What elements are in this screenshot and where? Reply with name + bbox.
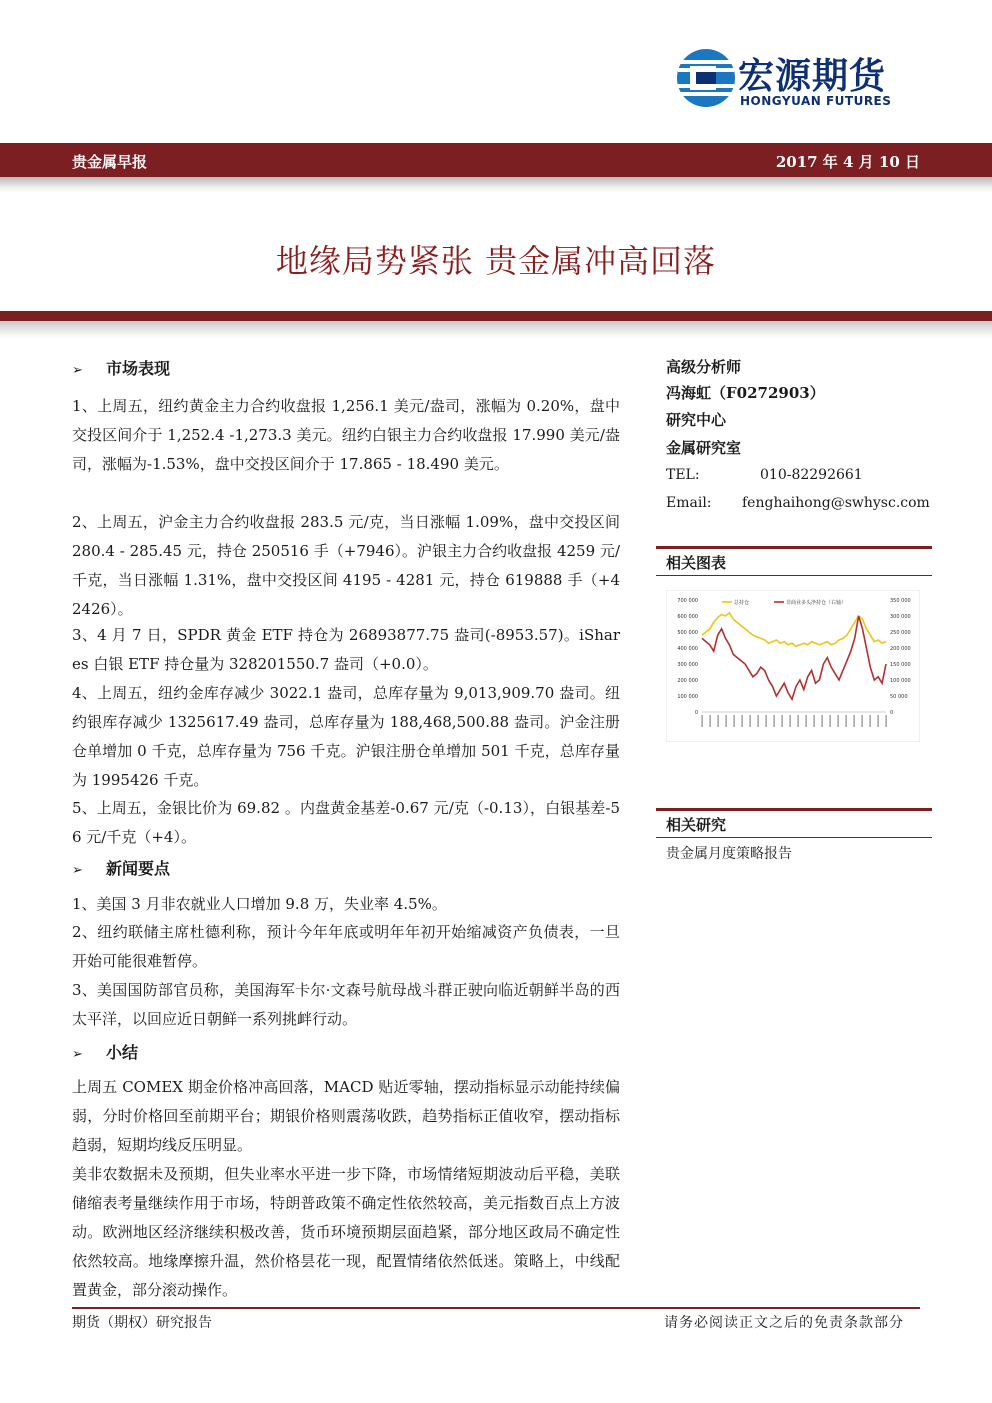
x-tick-label-mark bbox=[806, 715, 807, 727]
hongyuan-logo-icon bbox=[676, 46, 736, 110]
news-paragraph: 3、美国国防部官员称，美国海军卡尔·文森号航母战斗群正驶向临近朝鲜半岛的西太平洋，以回应近日朝鲜一系列挑衅行动。 bbox=[72, 981, 620, 1028]
related-research-item[interactable]: 贵金属月度策略报告 bbox=[666, 846, 792, 862]
y-tick-right-label: 300 000 bbox=[890, 614, 911, 620]
y-tick-right-label: 50 000 bbox=[890, 694, 908, 700]
y-tick-left-label: 500 000 bbox=[677, 630, 698, 636]
analyst-role: 高级分析师 bbox=[666, 358, 742, 376]
summary-paragraph: 上周五 COMEX 期金价格冲高回落，MACD 贴近零轴，摆动指标显示动能持续偏弱，分时价格回至前期平台；期银价格则震荡收跌，趋势指标正值收窄，摆动指标趋弱，短期均线反压明显。 bbox=[72, 1078, 620, 1154]
x-tick-label-mark bbox=[790, 715, 791, 727]
x-tick-label-mark bbox=[718, 715, 719, 727]
section-heading-news: ➢ 新闻要点 bbox=[72, 859, 171, 878]
y-tick-right-label: 100 000 bbox=[890, 678, 911, 684]
report-date: 2017 年 4 月 10 日 bbox=[775, 153, 920, 171]
email-link[interactable]: fenghaihong@swhysc.com bbox=[742, 495, 930, 511]
x-tick-label-mark bbox=[838, 715, 839, 727]
footer-disclaimer-note: 请务必阅读正文之后的免责条款部分 bbox=[664, 1315, 904, 1331]
related-research-header: 相关研究 bbox=[656, 808, 932, 838]
header-shadow bbox=[0, 177, 992, 193]
x-tick-label-mark bbox=[750, 715, 751, 727]
report-title: 地缘局势紧张 贵金属冲高回落 bbox=[275, 242, 717, 280]
x-tick-label-mark bbox=[758, 715, 759, 727]
footer-divider bbox=[72, 1307, 920, 1309]
company-logo bbox=[676, 46, 936, 110]
x-tick-label-mark bbox=[734, 715, 735, 727]
x-tick-label-mark bbox=[870, 715, 871, 727]
y-tick-right-label: 200 000 bbox=[890, 646, 911, 652]
y-tick-left-label: 300 000 bbox=[677, 662, 698, 668]
x-tick-label-mark bbox=[726, 715, 727, 727]
y-tick-right-label: 0 bbox=[890, 710, 894, 716]
market-paragraph: 4、上周五，纽约金库存减少 3022.1 盎司，总库存量为 9,013,909.70 盎司。纽约银库存减少 1325617.49 盎司，总库存量为 188,468,500.88 盎司。沪金注册仓单增加 0 千克，总库存量为 756 千克。沪银注册仓单增加 501 千克，总库存量为 1995426 千克。 bbox=[72, 684, 620, 789]
bullet-arrow-icon: ➢ bbox=[72, 363, 83, 378]
x-tick-label-mark bbox=[830, 715, 831, 727]
market-paragraph: 3、4 月 7 日，SPDR 黄金 ETF 持仓为 26893877.75 盎司(-8953.57)。iShares 白银 ETF 持仓量为 328201550.7 盎司（+0.0）。 bbox=[72, 626, 620, 673]
x-tick-label-mark bbox=[742, 715, 743, 727]
title-divider bbox=[0, 311, 992, 321]
y-tick-right-label: 250 000 bbox=[890, 630, 911, 636]
report-header-bar bbox=[0, 143, 992, 177]
market-paragraph: 2、上周五，沪金主力合约收盘报 283.5 元/克，当日涨幅 1.09%，盘中交投区间 280.4 - 285.45 元，持仓 250516 手（+7946）。沪银主力合约收盘报 4259 元/千克，当日涨幅 1.31%，盘中交投区间 4195 - 4281 元，持仓 619888 手（+42426）。 bbox=[72, 513, 620, 618]
title-divider-shadow bbox=[0, 321, 992, 339]
y-tick-left-label: 700 000 bbox=[677, 598, 698, 604]
x-tick-label-mark bbox=[774, 715, 775, 727]
brand-name-en: HONGYUAN FUTURES bbox=[740, 94, 892, 108]
metals-office: 金属研究室 bbox=[666, 439, 742, 457]
y-tick-left-label: 100 000 bbox=[677, 694, 698, 700]
x-tick-label-mark bbox=[814, 715, 815, 727]
bullet-arrow-icon: ➢ bbox=[72, 1047, 83, 1062]
tel-value: 010-82292661 bbox=[760, 467, 863, 483]
news-paragraph: 1、美国 3 月非农就业人口增加 9.8 万，失业率 4.5%。 bbox=[72, 895, 447, 913]
analyst-name: 冯海虹（F0272903） bbox=[666, 384, 825, 402]
related-charts-header: 相关图表 bbox=[656, 546, 932, 576]
x-tick-label-mark bbox=[822, 715, 823, 727]
section-heading-summary: ➢ 小结 bbox=[72, 1043, 139, 1062]
y-tick-right-label: 150 000 bbox=[890, 662, 911, 668]
x-tick-label-mark bbox=[878, 715, 879, 727]
x-tick-label-mark bbox=[710, 715, 711, 727]
x-tick-label-mark bbox=[846, 715, 847, 727]
y-tick-left-label: 400 000 bbox=[677, 646, 698, 652]
report-type: 贵金属早报 bbox=[72, 153, 148, 171]
x-tick-label-mark bbox=[766, 715, 767, 727]
x-tick-label-mark bbox=[782, 715, 783, 727]
market-paragraph: 1、上周五，纽约黄金主力合约收盘报 1,256.1 美元/盎司，涨幅为 0.20%，盘中交投区间介于 1,252.4 -1,273.3 美元。纽约白银主力合约收盘报 17.990 美元/盎司，涨幅为-1.53%，盘中交投区间介于 17.865 - 18.490 美元。 bbox=[72, 397, 620, 473]
x-tick-label-mark bbox=[886, 715, 887, 727]
summary-paragraph: 美非农数据未及预期，但失业率水平进一步下降，市场情绪短期波动后平稳，美联储缩表考量继续作用于市场，特朗普政策不确定性依然较高，美元指数百点上方波动。欧洲地区经济继续积极改善，货币环境预期层面趋紧，部分地区政局不确定性依然较高。地缘摩擦升温，然价格昙花一现，配置情绪依然低迷。策略上，中线配置黄金，部分滚动操作。 bbox=[72, 1165, 620, 1299]
y-tick-left-label: 200 000 bbox=[677, 678, 698, 684]
news-paragraph: 2、纽约联储主席杜德利称，预计今年年底或明年年初开始缩减资产负债表，一旦开始可能很难暂停。 bbox=[72, 923, 620, 970]
market-paragraph: 5、上周五，金银比价为 69.82 。内盘黄金基差-0.67 元/克（-0.13），白银基差-56 元/千克（+4）。 bbox=[72, 799, 620, 846]
y-tick-left-label: 600 000 bbox=[677, 614, 698, 620]
email-label: Email: bbox=[666, 495, 712, 511]
holdings-chart bbox=[666, 590, 920, 742]
x-tick-label-mark bbox=[862, 715, 863, 727]
x-tick-label-mark bbox=[798, 715, 799, 727]
brand-name-cn: 宏源期货 bbox=[738, 56, 887, 97]
y-tick-right-label: 350 000 bbox=[890, 598, 911, 604]
tel-label: TEL: bbox=[666, 467, 700, 483]
section-heading-market: ➢ 市场表现 bbox=[72, 359, 171, 378]
y-tick-left-label: 0 bbox=[694, 710, 698, 716]
legend-label: 非商业多头净持仓（右轴） bbox=[786, 600, 847, 606]
x-tick-label-mark bbox=[702, 715, 703, 727]
x-tick-label-mark bbox=[854, 715, 855, 727]
footer-report-type: 期货（期权）研究报告 bbox=[72, 1315, 212, 1331]
bullet-arrow-icon: ➢ bbox=[72, 863, 83, 878]
legend-label: 总持仓 bbox=[734, 600, 750, 606]
research-center: 研究中心 bbox=[666, 411, 727, 429]
